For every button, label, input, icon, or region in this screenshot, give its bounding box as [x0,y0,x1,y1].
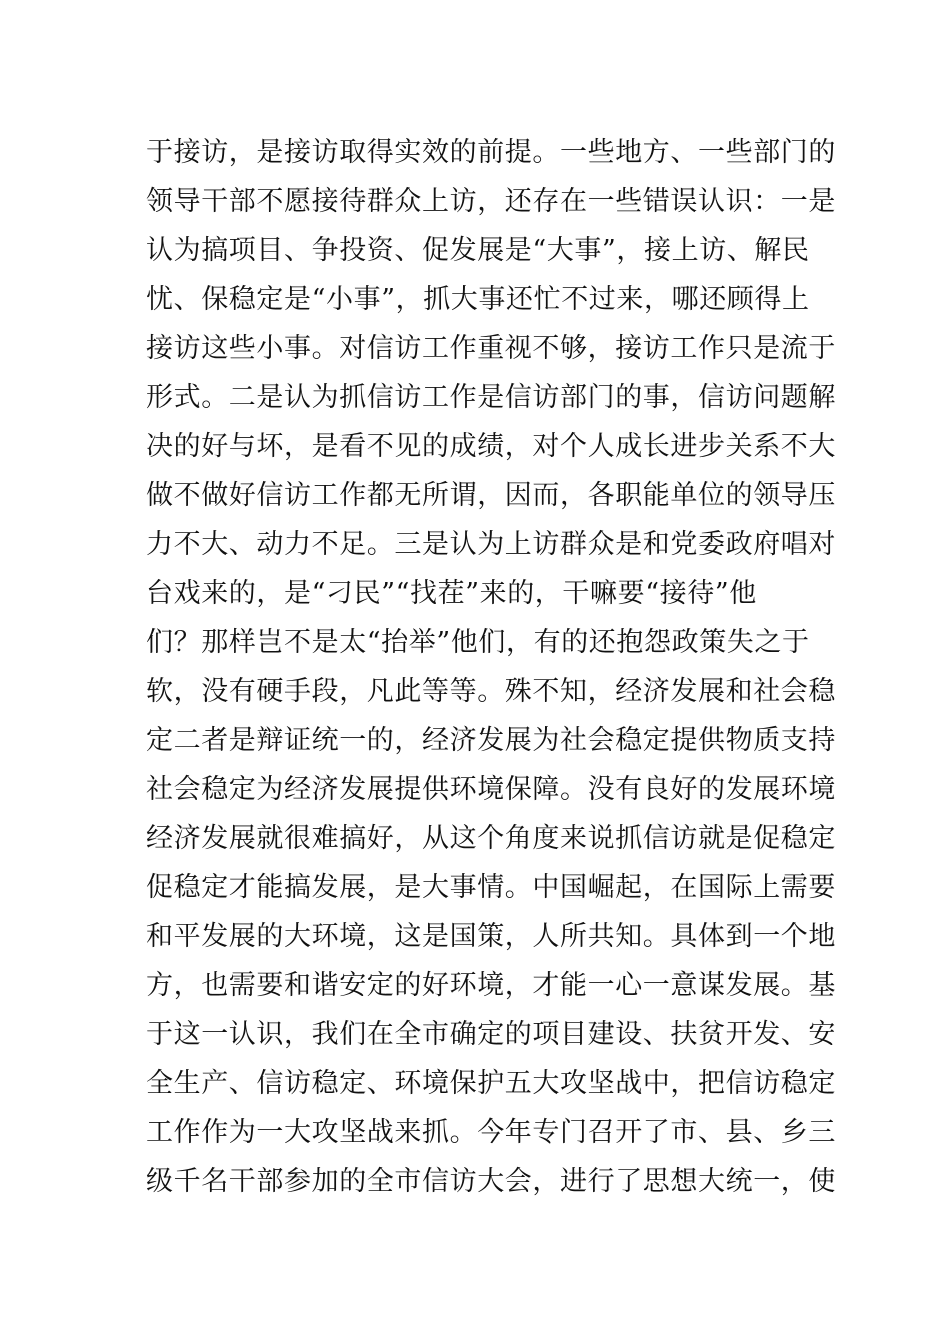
text-line: 忧、保稳定是“小事”，抓大事还忙不过来，哪还顾得上 [146,284,810,315]
text-line: 台戏来的，是“刁民”“找茬”来的，干嘛要“接待”他 [146,578,757,609]
text-line: 接访这些小事。对信访工作重视不够，接访工作只是流于 [146,333,836,364]
text-line: 形式。二是认为抓信访工作是信访部门的事，信访问题解 [146,382,836,413]
text-line: 工作作为一大攻坚战来抓。今年专门召开了市、县、乡三 [146,1117,836,1148]
body-text [146,128,836,1206]
text-line: 促稳定才能搞发展，是大事情。中国崛起，在国际上需要 [146,872,836,903]
text-line: 经济发展就很难搞好，从这个角度来说抓信访就是促稳定 [146,823,836,854]
text-line: 力不大、动力不足。三是认为上访群众是和党委政府唱对 [146,529,836,560]
text-line: 认为搞项目、争投资、促发展是“大事”，接上访、解民 [146,235,810,266]
text-line: 社会稳定为经济发展提供环境保障。没有良好的发展环境 [146,774,836,805]
text-line: 于这一认识，我们在全市确定的项目建设、扶贫开发、安 [146,1019,836,1050]
text-line: 做不做好信访工作都无所谓，因而，各职能单位的领导压 [146,480,836,511]
text-line: 领导干部不愿接待群众上访，还存在一些错误认识：一是 [146,186,836,217]
text-line: 决的好与坏，是看不见的成绩，对个人成长进步关系不大 [146,431,836,462]
text-line: 和平发展的大环境，这是国策，人所共知。具体到一个地 [146,921,836,952]
text-line: 软，没有硬手段，凡此等等。殊不知，经济发展和社会稳 [146,676,836,707]
text-line: 方，也需要和谐安定的好环境，才能一心一意谋发展。基 [146,970,836,1001]
text-line: 于接访，是接访取得实效的前提。一些地方、一些部门的 [146,137,836,168]
text-line: 定二者是辩证统一的，经济发展为社会稳定提供物质支持 [146,725,836,756]
text-line: 们？那样岂不是太“抬举”他们，有的还抱怨政策失之于 [146,627,810,658]
text-line: 全生产、信访稳定、环境保护五大攻坚战中，把信访稳定 [146,1068,836,1099]
text-line: 级千名干部参加的全市信访大会，进行了思想大统一，使 [146,1166,836,1197]
